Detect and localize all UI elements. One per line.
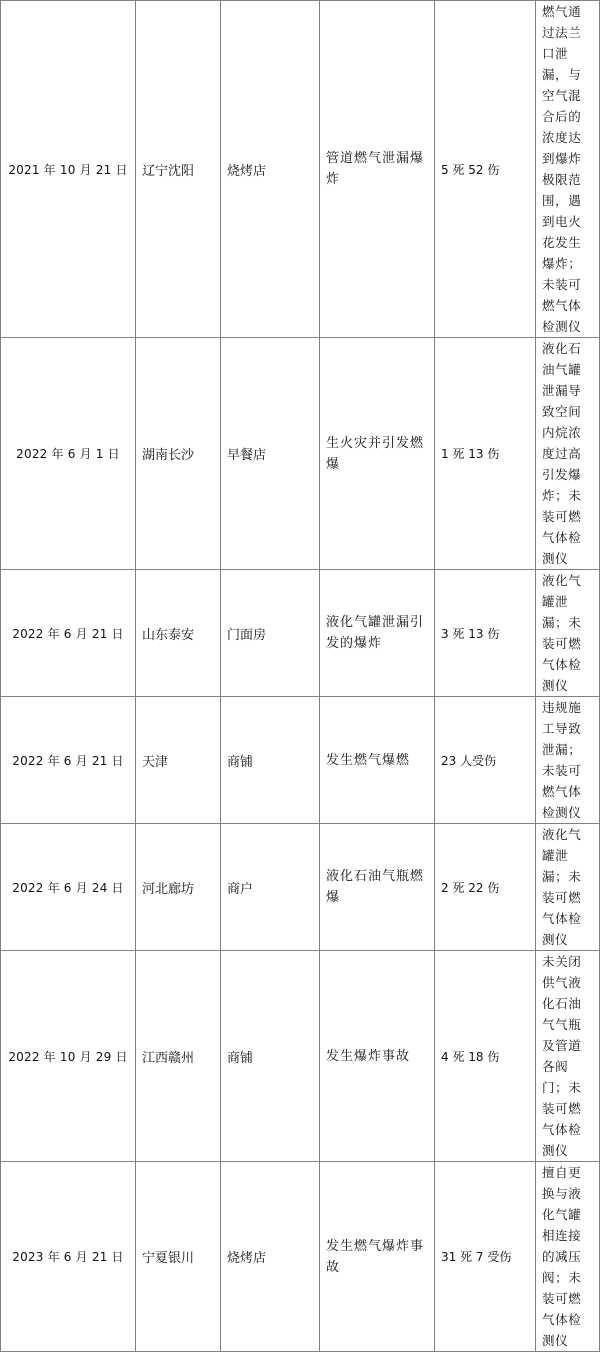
notes-cell: 燃气通过法兰口泄漏，与空气混合后的浓度达到爆炸极限范围，遇到电火花发生爆炸；未装可燃气体检测仪	[536, 1, 600, 338]
cause-cell: 液化气罐泄漏引发的爆炸	[320, 570, 435, 697]
location-cell: 山东泰安	[136, 570, 221, 697]
table-row	[1, 570, 600, 697]
venue-cell: 商户	[221, 824, 320, 951]
table-row	[1, 951, 600, 1162]
notes-cell: 液化石油气罐泄漏导致空间内烷浓度过高引发爆炸；未装可燃气体检测仪	[536, 338, 600, 570]
venue-cell: 商铺	[221, 697, 320, 824]
venue-cell: 早餐店	[221, 338, 320, 570]
casualties-cell: 23 人受伤	[435, 697, 536, 824]
location-cell: 湖南长沙	[136, 338, 221, 570]
date-cell: 2022 年 6 月 24 日	[1, 824, 136, 951]
cause-cell: 管道燃气泄漏爆炸	[320, 1, 435, 338]
table-row	[1, 1162, 600, 1352]
location-cell: 辽宁沈阳	[136, 1, 221, 338]
location-cell: 天津	[136, 697, 221, 824]
casualties-cell: 1 死 13 伤	[435, 338, 536, 570]
table-row	[1, 338, 600, 570]
notes-cell: 液化气罐泄漏；未装可燃气体检测仪	[536, 570, 600, 697]
date-cell: 2022 年 6 月 21 日	[1, 697, 136, 824]
location-cell: 宁夏银川	[136, 1162, 221, 1352]
cause-cell: 液化石油气瓶燃爆	[320, 824, 435, 951]
date-cell: 2023 年 6 月 21 日	[1, 1162, 136, 1352]
casualties-cell: 3 死 13 伤	[435, 570, 536, 697]
table-row	[1, 1, 600, 338]
casualties-cell: 5 死 52 伤	[435, 1, 536, 338]
cause-cell: 发生燃气爆燃	[320, 697, 435, 824]
venue-cell: 烧烤店	[221, 1162, 320, 1352]
date-cell: 2021 年 10 月 21 日	[1, 1, 136, 338]
notes-cell: 擅自更换与液化气罐相连接的减压阀；未装可燃气体检测仪	[536, 1162, 600, 1352]
date-cell: 2022 年 10 月 29 日	[1, 951, 136, 1162]
cause-cell: 发生燃气爆炸事故	[320, 1162, 435, 1352]
table-row	[1, 824, 600, 951]
cause-cell: 生火灾并引发燃爆	[320, 338, 435, 570]
notes-cell: 违规施工导致泄漏；未装可燃气体检测仪	[536, 697, 600, 824]
venue-cell: 烧烤店	[221, 1, 320, 338]
location-cell: 河北廊坊	[136, 824, 221, 951]
table-row	[1, 697, 600, 824]
venue-cell: 门面房	[221, 570, 320, 697]
cause-cell: 发生爆炸事故	[320, 951, 435, 1162]
notes-cell: 未关闭供气液化石油气气瓶及管道各阀门；未装可燃气体检测仪	[536, 951, 600, 1162]
casualties-cell: 2 死 22 伤	[435, 824, 536, 951]
venue-cell: 商铺	[221, 951, 320, 1162]
location-cell: 江西赣州	[136, 951, 221, 1162]
casualties-cell: 31 死 7 受伤	[435, 1162, 536, 1352]
date-cell: 2022 年 6 月 21 日	[1, 570, 136, 697]
notes-cell: 液化气罐泄漏；未装可燃气体检测仪	[536, 824, 600, 951]
casualties-cell: 4 死 18 伤	[435, 951, 536, 1162]
date-cell: 2022 年 6 月 1 日	[1, 338, 136, 570]
